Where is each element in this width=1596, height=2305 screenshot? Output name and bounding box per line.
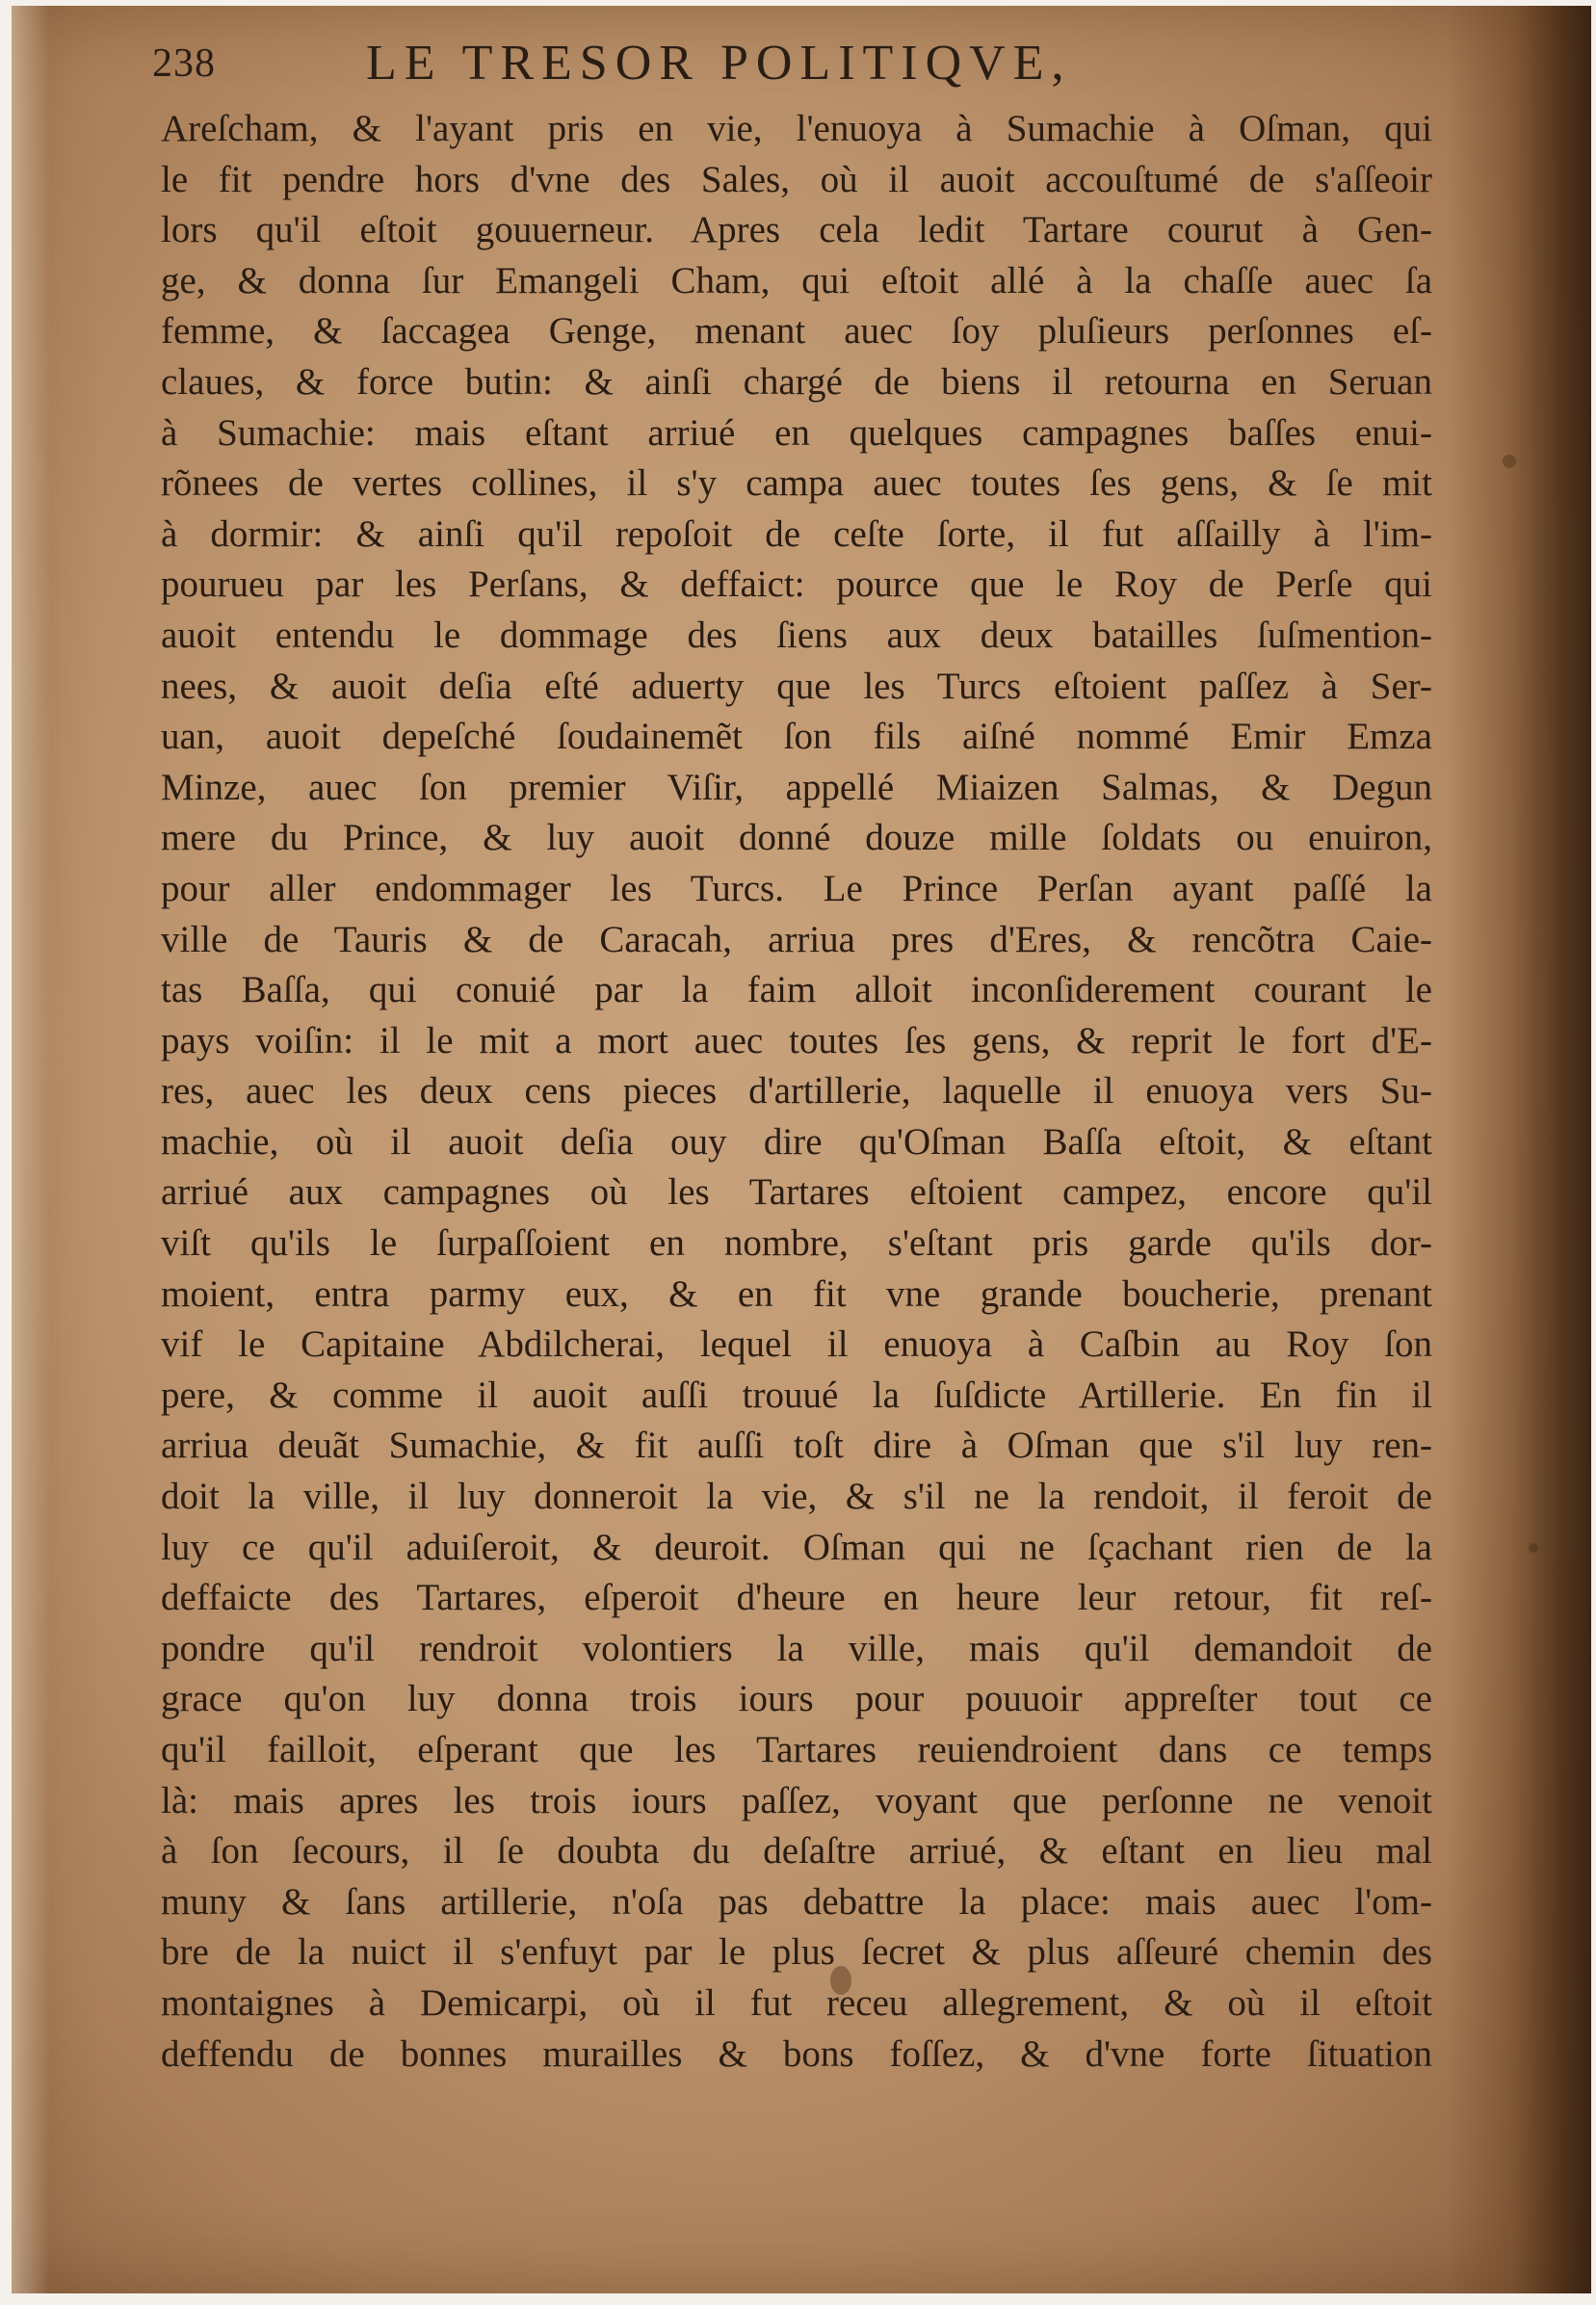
text-line: à dormir: & ainſi qu'il repoſoit de ceſte ſorte, il fut aſſailly à l'im- — [161, 512, 1432, 555]
text-line: machie, où il auoit deſia ouy dire qu'Oſman Baſſa eſtoit, & eſtant — [161, 1120, 1432, 1163]
text-line: vif le Capitaine Abdilcherai, lequel il enuoya à Caſbin au Roy ſon — [161, 1323, 1432, 1366]
ink-spot — [1529, 1543, 1538, 1553]
text-line: grace qu'on luy donna trois iours pour pouuoir appreſter tout ce — [161, 1678, 1432, 1720]
text-line: doit la ville, il luy donneroit la vie, & s'il ne la rendoit, il feroit de — [161, 1476, 1432, 1518]
text-line: pourueu par les Perſans, & deffaict: pource que le Roy de Perſe qui — [161, 563, 1432, 606]
ink-spot — [1503, 455, 1516, 468]
text-line: auoit entendu le dommage des ſiens aux deux batailles ſuſmention- — [161, 614, 1432, 656]
text-line: bre de la nuict il s'enfuyt par le plus ſecret & plus aſſeuré chemin des — [161, 1931, 1432, 1974]
text-line: Minze, auec ſon premier Viſir, appellé Miaizen Salmas, & Degun — [161, 766, 1432, 808]
page-edge-highlight — [12, 6, 50, 2293]
page-number: 238 — [152, 41, 216, 86]
text-line: uan, auoit depeſché ſoudainemẽt ſon fils aiſné nommé Emir Emza — [161, 716, 1432, 758]
text-line: à ſon ſecours, il ſe doubta du deſaſtre arriué, & eſtant en lieu mal — [161, 1830, 1432, 1873]
text-line: moient, entra parmy eux, & en fit vne grande boucherie, prenant — [161, 1272, 1432, 1315]
text-line: Areſcham, & l'ayant pris en vie, l'enuoya à Sumachie à Oſman, qui — [161, 108, 1432, 149]
body-text — [161, 104, 1432, 2080]
text-line: rõnees de vertes collines, il s'y campa auec toutes ſes gens, & ſe mit — [161, 462, 1432, 505]
text-line: arriué aux campagnes où les Tartares eſtoient campez, encore qu'il — [161, 1171, 1432, 1214]
text-line: là: mais apres les trois iours paſſez, voyant que perſonne ne venoit — [161, 1779, 1432, 1821]
text-line: luy ce qu'il aduiſeroit, & deuroit. Oſman qui ne ſçachant rien de la — [161, 1526, 1432, 1568]
text-line: montaignes à Demicarpi, où il fut receu allegrement, & où il eſtoit — [161, 1981, 1432, 2024]
text-line: nees, & auoit deſia eſté aduerty que les Turcs eſtoient paſſez à Ser- — [161, 665, 1432, 707]
text-line: viſt qu'ils le ſurpaſſoient en nombre, s'eſtant pris garde qu'ils dor- — [161, 1222, 1432, 1265]
text-line: pays voiſin: il le mit a mort auec toutes ſes gens, & reprit le fort d'E- — [161, 1019, 1432, 1061]
page-header — [146, 31, 1427, 98]
text-line: femme, & ſaccagea Genge, menant auec ſoy pluſieurs perſonnes eſ- — [161, 310, 1432, 353]
text-line: qu'il failloit, eſperant que les Tartares reuiendroient dans ce temps — [161, 1729, 1432, 1770]
text-line: tas Baſſa, qui conuié par la faim alloit inconſiderement courant le — [161, 969, 1432, 1011]
running-title: LE TRESOR POLITIQVE, — [366, 36, 1072, 91]
text-line: res, auec les deux cens pieces d'artillerie, laquelle il enuoya vers Su- — [161, 1070, 1432, 1113]
text-line: le fit pendre hors d'vne des Sales, où il auoit accouſtumé de s'aſſeoir — [161, 158, 1432, 200]
text-line: mere du Prince, & luy auoit donné douze mille ſoldats ou enuiron, — [161, 817, 1432, 859]
text-line: muny & ſans artillerie, n'oſa pas debattre la place: mais auec l'om- — [161, 1880, 1432, 1923]
text-line: à Sumachie: mais eſtant arriué en quelques campagnes baſſes enui- — [161, 411, 1432, 454]
text-line: ge, & donna ſur Emangeli Cham, qui eſtoit allé à la chaſſe auec ſa — [161, 259, 1432, 301]
text-line: arriua deuãt Sumachie, & fit auſſi toſt dire à Oſman que s'il luy ren- — [161, 1425, 1432, 1467]
text-line: ville de Tauris & de Caracah, arriua pres d'Eres, & rencõtra Caie- — [161, 918, 1432, 960]
book-page — [12, 6, 1591, 2293]
text-line: pour aller endommager les Turcs. Le Prince Perſan ayant paſſé la — [161, 867, 1432, 909]
text-line: lors qu'il eſtoit gouuerneur. Apres cela ledit Tartare courut à Gen- — [161, 209, 1432, 251]
text-line: claues, & force butin: & ainſi chargé de biens il retourna en Seruan — [161, 360, 1432, 403]
text-line: deffaicte des Tartares, eſperoit d'heure en heure leur retour, fit reſ- — [161, 1577, 1432, 1619]
text-line: pere, & comme il auoit auſſi trouué la ſuſdicte Artillerie. En fin il — [161, 1374, 1432, 1416]
text-line: deffendu de bonnes murailles & bons foſſez, & d'vne forte ſituation — [161, 2032, 1432, 2075]
book-spine-shadow — [1447, 6, 1591, 2293]
text-line: pondre qu'il rendroit volontiers la ville, mais qu'il demandoit de — [161, 1627, 1432, 1669]
